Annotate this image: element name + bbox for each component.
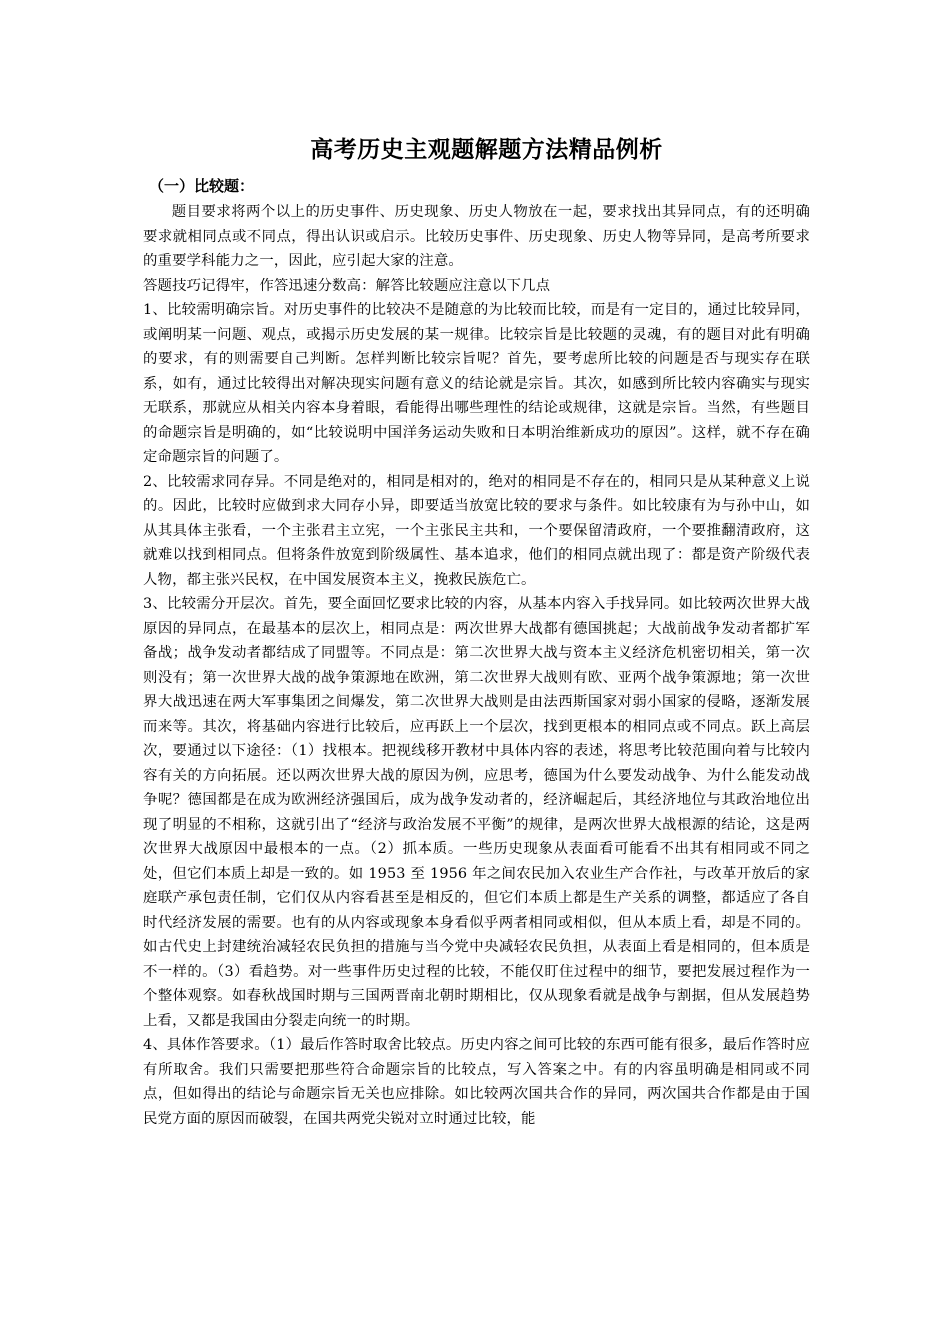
- paragraph-point-4: 4、具体作答要求。（1）最后作答时取舍比较点。历史内容之间可比较的东西可能有很多，最后作答时应有所取舍。我们只需要把那些符合命题宗旨的比较点，写入答案之中。有的内容虽明确是相同或不同点，但如得出的结论与命题宗旨无关也应排除。如比较两次国共合作的异同，两次国共合作都是由于国民党方面的原因而破裂，在国共两党尖锐对立时通过比较，能: [143, 1037, 810, 1127]
- paragraph-point-2: 2、比较需求同存异。不同是绝对的，相同是相对的，绝对的相同是不存在的，相同只是从某种意义上说的。因此，比较时应做到求大同存小异，即要适当放宽比较的要求与条件。如比较康有为与孙中山，如从其具体主张看，一个主张君主立宪，一个主张民主共和，一个要保留清政府，一个要推翻清政府，这就难以找到相同点。但将条件放宽到阶级属性、基本追求，他们的相同点就出现了：都是资产阶级代表人物，都主张兴民权，在中国发展资本主义，挽救民族危亡。: [143, 473, 810, 588]
- document-title: 高考历史主观题解题方法精品例析: [310, 137, 663, 163]
- paragraph-point-3: 3、比较需分开层次。首先，要全面回忆要求比较的内容，从基本内容入手找异同。如比较两次世界大战原因的异同点，在最基本的层次上，相同点是：两次世界大战都有德国挑起；大战前战争发动者都扩军备战；战争发动者都结成了同盟等。不同点是：第二次世界大战与资本主义经济危机密切相关，第一次则没有；第一次世界大战的战争策源地在欧洲，第二次世界大战则有欧、亚两个战争策源地；第一次世界大战迅速在两大军事集团之间爆发，第二次世界大战则是由法西斯国家对弱小国家的侵略，逐渐发展而来等。其次，将基础内容进行比较后，应再跃上一个层次，找到更根本的相同点或不同点。跃上高层次，要通过以下途径：（1）找根本。把视线移开教材中具体内容的表述，将思考比较范围向着与比较内容有关的方向拓展。还以两次世界大战的原因为例，应思考，德国为什么要发动战争、为什么能发动战争呢？德国都是在成为欧洲经济强国后，成为战争发动者的，经济崛起后，其经济地位与其政治地位出现了明显的不相称，这就引出了“经济与政治发展不平衡”的规律，是两次世界大战根源的结论，这是两次世界大战原因中最根本的一点。（2）抓本质。一些历史现象从表面看可能看不出其有相同或不同之处，但它们本质上却是一致的。如 1953 至 1956 年之间农民加入农业生产合作社，与改革开放后的家庭联产承包责任制，它们仅从内容看甚至是相反的，但它们本质上都是生产关系的调整，都适应了各自时代经济发展的需要。也有的从内容或现象本身看似乎两者相同或相似，但从本质上看，却是不同的。如古代史上封建统治减轻农民负担的措施与当今党中央减轻农民负担，从表面上看是相同的，但本质是不一样的。（3）看趋势。对一些事件历史过程的比较，不能仅盯住过程中的细节，要把发展过程作为一个整体观察。如春秋战国时期与三国两晋南北朝时期相比，仅从现象看就是战争与割据，但从发展趋势上看，又都是我国由分裂走向统一的时期。: [143, 596, 810, 1029]
- document-page: [143, 128, 810, 1131]
- paragraph-point-1: 1、比较需明确宗旨。对历史事件的比较决不是随意的为比较而比较，而是有一定目的，通过比较异同，或阐明某一问题、观点，或揭示历史发展的某一规律。比较宗旨是比较题的灵魂，有的题目对此有明确的要求，有的则需要自己判断。怎样判断比较宗旨呢？首先，要考虑所比较的问题是否与现实存在联系，如有，通过比较得出对解决现实问题有意义的结论就是宗旨。其次，如感到所比较内容确实与现实无联系，那就应从相关内容本身着眼，看能得出哪些理性的结论或规律，这就是宗旨。当然，有些题目的命题宗旨是明确的，如“比较说明中国洋务运动失败和日本明治维新成功的原因”。这样，就不存在确定命题宗旨的问题了。: [143, 302, 810, 465]
- paragraph-intro: 题目要求将两个以上的历史事件、历史现象、历史人物放在一起，要求找出其异同点，有的还明确要求就相同点或不同点，得出认识或启示。比较历史事件、历史现象、历史人物等异同，是高考所要求的重要学科能力之一，因此，应引起大家的注意。: [143, 204, 810, 269]
- paragraph-tips: 答题技巧记得牢，作答迅速分数高：解答比较题应注意以下几点: [143, 277, 551, 294]
- section-heading: （一）比较题：: [149, 177, 255, 195]
